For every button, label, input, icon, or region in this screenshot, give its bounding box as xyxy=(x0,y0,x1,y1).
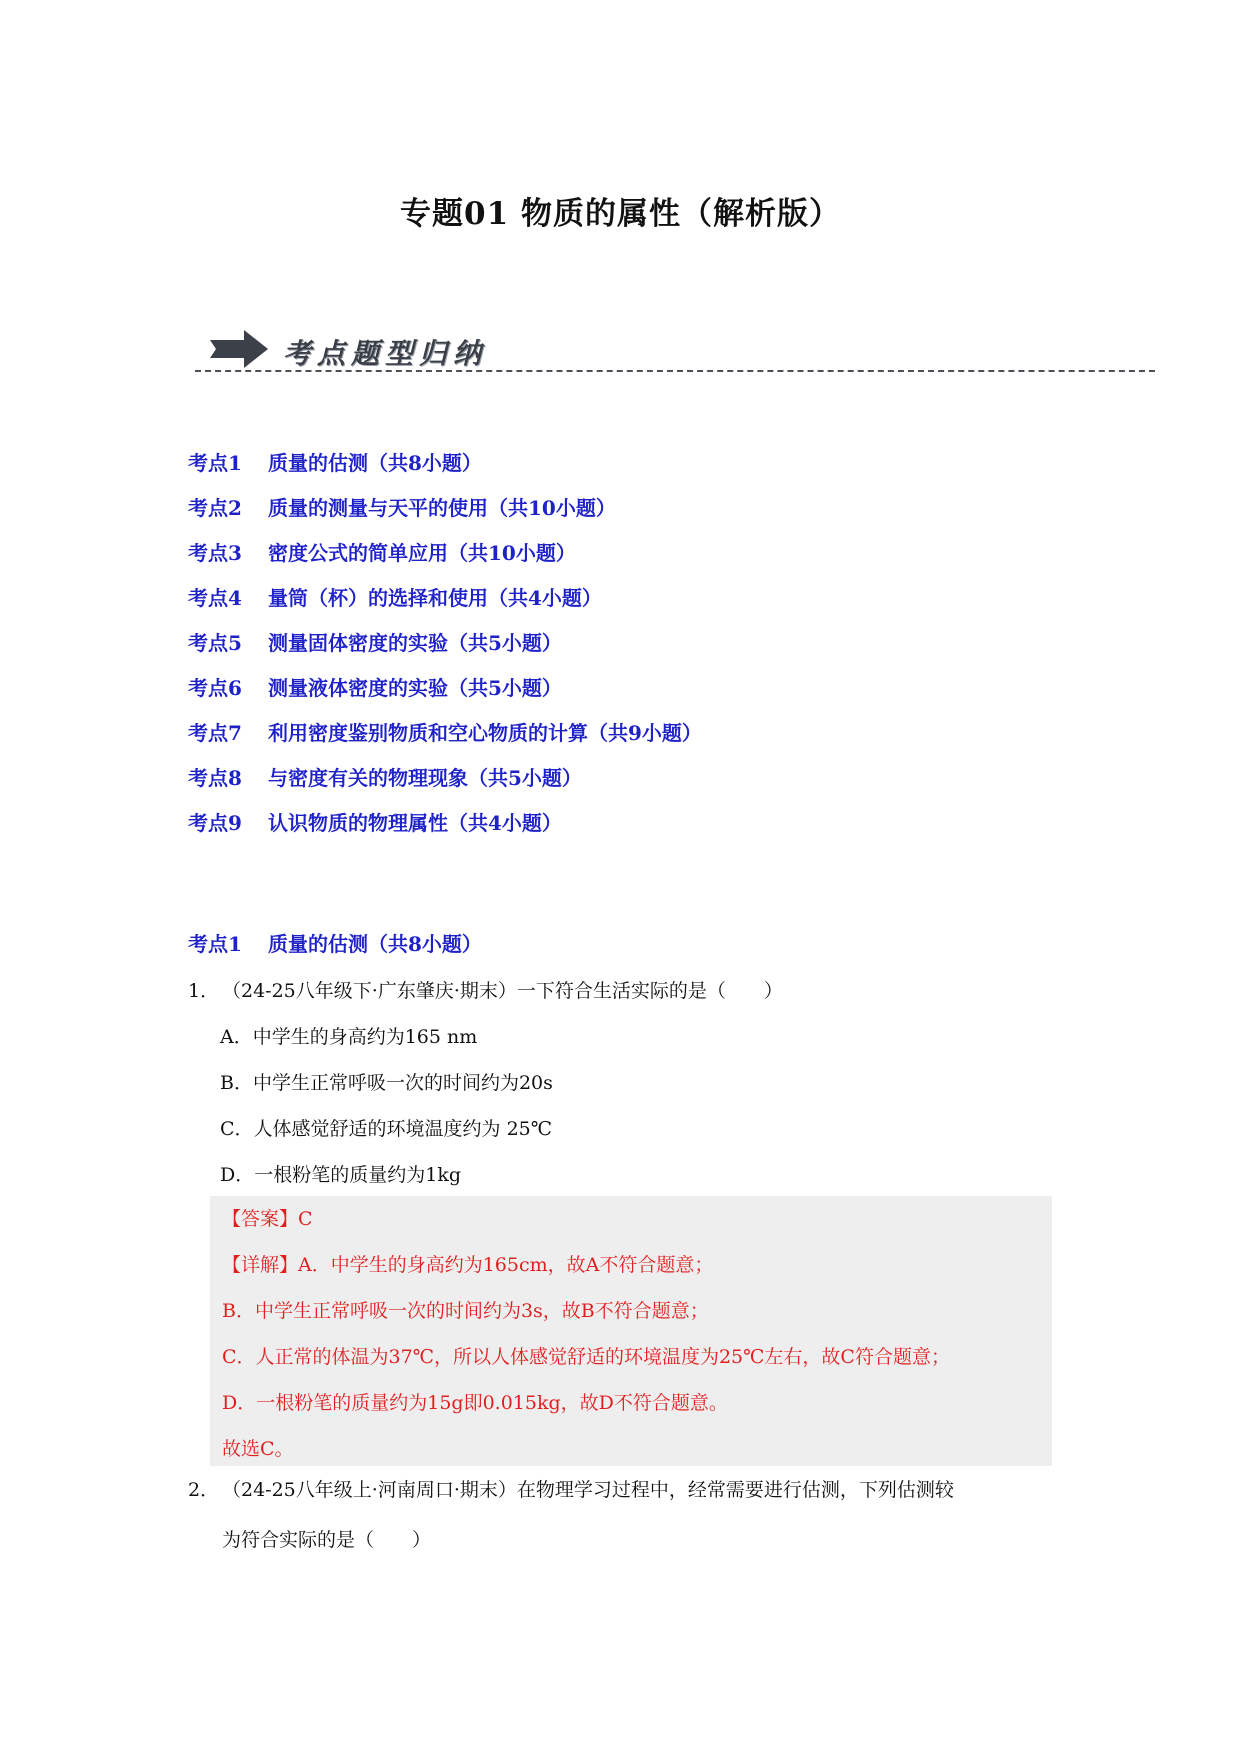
toc-item[interactable]: 考点2 质量的测量与天平的使用（共10小题） xyxy=(188,496,616,520)
option-a: A．中学生的身高约为165 nm xyxy=(220,1026,478,1048)
option-b: B．中学生正常呼吸一次的时间约为20s xyxy=(220,1072,553,1094)
explanation-line: C．人正常的体温为37℃，所以人体感觉舒适的环境温度为25℃左右，故C符合题意； xyxy=(222,1346,950,1368)
explanation-line: 【详解】A．中学生的身高约为165cm，故A不符合题意； xyxy=(222,1254,714,1276)
toc-item[interactable]: 考点4 量筒（杯）的选择和使用（共4小题） xyxy=(188,586,602,610)
section-banner xyxy=(195,328,1155,376)
answer-box xyxy=(210,1196,1052,1466)
explanation-line: B．中学生正常呼吸一次的时间约为3s，故B不符合题意； xyxy=(222,1300,709,1322)
toc-item[interactable]: 考点7 利用密度鉴别物质和空心物质的计算（共9小题） xyxy=(188,721,702,745)
answer-label: 【答案】C xyxy=(222,1208,313,1230)
table-of-contents xyxy=(188,448,702,853)
section-heading: 考点1 质量的估测（共8小题） xyxy=(188,932,482,956)
toc-item[interactable]: 考点1 质量的估测（共8小题） xyxy=(188,451,482,475)
question-text: （24-25八年级上·河南周口·期末）在物理学习过程中，经常需要进行估测，下列估测较 xyxy=(222,1479,954,1501)
question-text-continued: 为符合实际的是（ ） xyxy=(222,1529,432,1551)
document-title: 专题01 物质的属性（解析版） xyxy=(400,196,841,232)
option-c: C．人体感觉舒适的环境温度约为 25℃ xyxy=(220,1118,553,1140)
toc-item[interactable]: 考点6 测量液体密度的实验（共5小题） xyxy=(188,676,562,700)
explanation-line: 故选C。 xyxy=(222,1438,294,1460)
toc-item[interactable]: 考点5 测量固体密度的实验（共5小题） xyxy=(188,631,562,655)
explanation-line: D．一根粉笔的质量约为15g即0.015kg，故D不符合题意。 xyxy=(222,1392,728,1414)
arrow-right-icon xyxy=(210,330,270,368)
question-text: （24-25八年级下·广东肇庆·期末）一下符合生活实际的是（ ） xyxy=(222,980,783,1002)
option-d: D．一根粉笔的质量约为1kg xyxy=(220,1164,461,1186)
toc-item[interactable]: 考点8 与密度有关的物理现象（共5小题） xyxy=(188,766,582,790)
banner-divider xyxy=(195,370,1155,372)
banner-title: 考点题型归纳 xyxy=(283,337,488,370)
toc-item[interactable]: 考点3 密度公式的简单应用（共10小题） xyxy=(188,541,576,565)
question-number: 2． xyxy=(188,1479,220,1501)
toc-item[interactable]: 考点9 认识物质的物理属性（共4小题） xyxy=(188,811,562,835)
question-number: 1． xyxy=(188,980,220,1002)
